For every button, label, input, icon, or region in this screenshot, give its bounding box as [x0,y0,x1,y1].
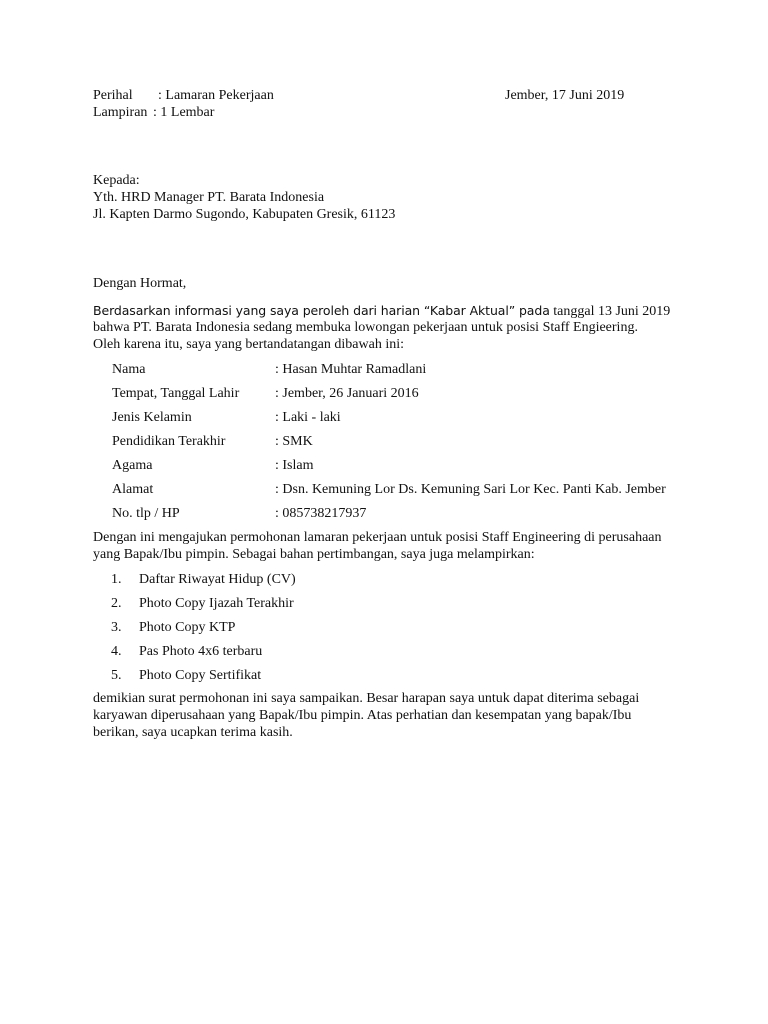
closing-line-2: karyawan diperusahaan yang Bapak/Ibu pimpin. Atas perhatian dan kesempatan yang bapak/Ibu [93,708,632,723]
request-line-1: Dengan ini mengajukan permohonan lamaran pekerjaan untuk posisi Staff Engineering di perusahaan [93,530,662,545]
identity-label: Tempat, Tanggal Lahir [112,386,240,401]
salutation: Dengan Hormat, [93,276,187,291]
recipient-name: Yth. HRD Manager PT. Barata Indonesia [93,190,325,205]
place-date: Jember, 17 Juni 2019 [505,88,625,103]
request-line-2: yang Bapak/Ibu pimpin. Sebagai bahan pertimbangan, saya juga melampirkan: [93,547,535,562]
attachment-item: Daftar Riwayat Hidup (CV) [139,572,296,587]
closing-line-3: berikan, saya ucapkan terima kasih. [93,725,293,740]
attachment-number: 3. [111,620,122,635]
recipient-address: Jl. Kapten Darmo Sugondo, Kabupaten Gresik, 61123 [93,207,396,222]
identity-value: : Hasan Muhtar Ramadlani [275,362,427,377]
identity-value: : Jember, 26 Januari 2016 [275,386,419,401]
identity-label: Pendidikan Terakhir [112,434,226,449]
identity-value: : SMK [275,434,313,449]
identity-label: Alamat [112,482,154,497]
lampiran-label: Lampiran [93,105,148,120]
identity-value: : Islam [275,458,314,473]
identity-value: : 085738217937 [275,506,367,521]
intro-line-2: bahwa PT. Barata Indonesia sedang membuka lowongan pekerjaan untuk posisi Staff Engieering. [93,320,638,335]
attachment-item: Pas Photo 4x6 terbaru [139,644,263,659]
identity-label: No. tlp / HP [112,506,180,521]
identity-value: : Laki - laki [275,410,341,425]
identity-label: Jenis Kelamin [112,410,192,425]
intro-line-1-sans: Berdasarkan informasi yang saya peroleh dari harian “Kabar Aktual” pada [93,303,550,318]
attachment-number: 5. [111,668,122,683]
identity-label: Nama [112,362,146,377]
attachment-number: 4. [111,644,122,659]
recipient-kepada: Kepada: [93,173,140,188]
lampiran-value: : 1 Lembar [153,105,215,120]
perihal-label: Perihal [93,88,133,103]
identity-value: : Dsn. Kemuning Lor Ds. Kemuning Sari Lor Kec. Panti Kab. Jember [275,482,666,497]
identity-label: Agama [112,458,153,473]
closing-line-1: demikian surat permohonan ini saya sampaikan. Besar harapan saya untuk dapat diterima sebagai [93,691,640,706]
intro-line-1 [93,303,670,320]
attachment-item: Photo Copy KTP [139,620,236,635]
attachment-item: Photo Copy Ijazah Terakhir [139,596,294,611]
intro-line-3: Oleh karena itu, saya yang bertandatangan dibawah ini: [93,337,404,352]
perihal-value: : Lamaran Pekerjaan [158,88,274,103]
intro-line-1-serif: tanggal 13 Juni 2019 [549,304,671,319]
attachment-number: 2. [111,596,122,611]
attachment-number: 1. [111,572,122,587]
attachment-item: Photo Copy Sertifikat [139,668,262,683]
